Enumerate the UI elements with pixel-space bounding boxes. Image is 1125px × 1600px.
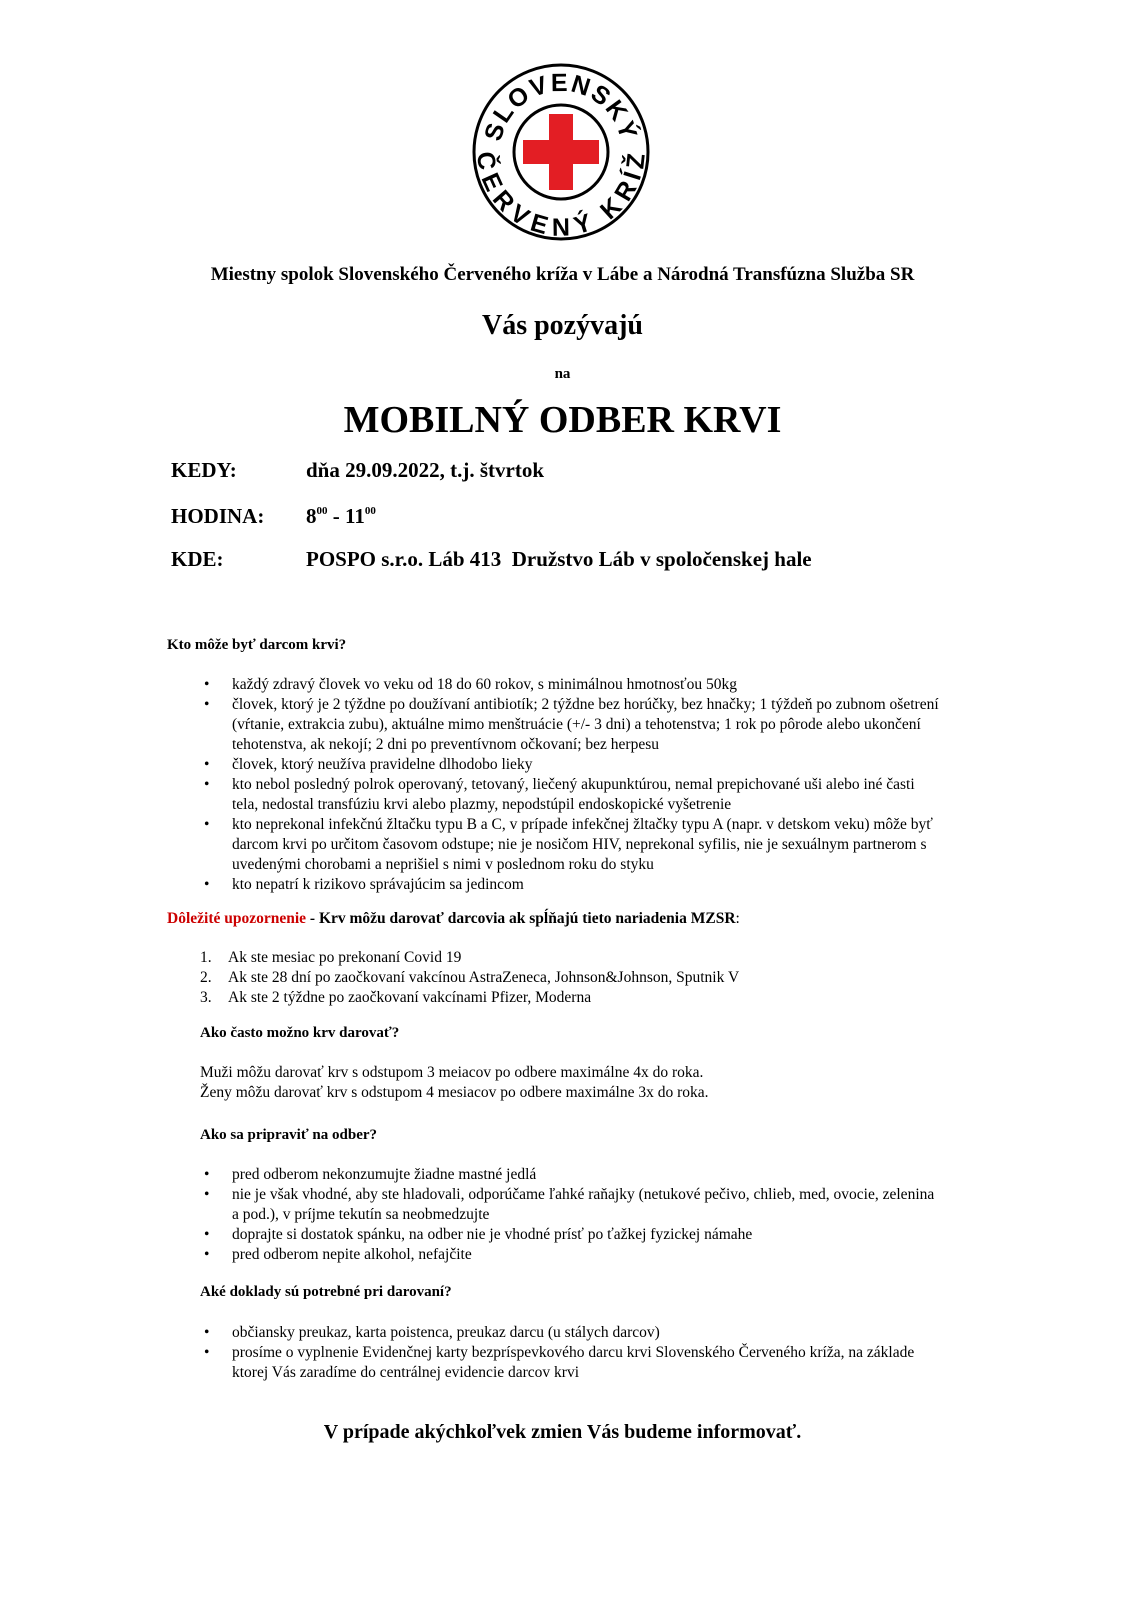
page-title: MOBILNÝ ODBER KRVI [343,399,782,441]
logo-bottom-text: ČERVENÝ KRÍŽ [471,150,651,242]
list-item: • človek, ktorý je 2 týždne po doužívaní antibiotík; 2 týždne bez horúčky, bez hnačky; 1 týždeň po zubnom ošetrení (vŕtanie, extrakcia zubu), aktuálne mimo menštruácie (+/- 3 dni) a tehotenstva; 1 rok po pôrode alebo ukončení tehotenstva, ak nekojí; 2 dni po preventívnom očkovaní; bez herpesu [204,696,939,753]
logo-top-text: SLOVENSKÝ [479,68,643,145]
time-label: HODINA: [171,504,265,528]
prepare-heading: Ako sa pripraviť na odber? [200,1127,378,1143]
list-item: • každý zdravý človek vo veku od 18 do 60 rokov, s minimálnou hmotnosťou 50kg [204,676,737,693]
list-item: 2. Ak ste 28 dní po zaočkovaní vakcínou AstraZeneca, Johnson&Johnson, Sputnik V [200,969,740,986]
list-item: • prosíme o vyplnenie Evidenčnej karty bezpríspevkového darcu krvi Slovenského Červeného kríža, na základe ktorej Vás zaradíme do centrálnej evidencie darcov krvi [204,1344,915,1381]
where-value: POSPO s.r.o. Láb 413 Družstvo Láb v spoločenskej hale [306,547,812,571]
prepare-list [204,1165,939,1265]
where-label: KDE: [171,547,224,571]
list-item: • kto neprekonal infekčnú žltačku typu B a C, v prípade infekčnej žltačky typu A (napr. v detskom veku) môže byť darcom krvi po určitom časovom odstupe; nie je nosičom HIV, neprekonal syfilis, nie je sexuálnym partnerom s uvedenými chorobami a neprišiel s nimi v poslednom roku do styku [204,816,933,873]
list-item: • kto nebol posledný polrok operovaný, tetovaný, liečený akupunktúrou, nemal prepichované uši alebo iné časti tela, nedostal transfúziu krvi alebo plazmy, nepodstúpil endoskopické vyšetrenie [204,776,915,813]
list-item: • doprajte si dostatok spánku, na odber nie je vhodné prísť po ťažkej fyzickej námahe [204,1226,753,1243]
time-value: $8^{00} - 11^{00}$ [306,504,376,528]
frequency-women: Ženy môžu darovať krv s odstupom 4 mesiacov po odbere maximálne 3x do roka. [200,1084,709,1101]
organizer-line: Miestny spolok Slovenského Červeného kríža v Lábe a Národná Transfúzna Služba SR [210,264,915,285]
red-cross-logo [471,62,651,242]
notice-list [200,948,940,1008]
notice-line: Dôležité upozornenie - Krv môžu darovať darcovia ak spĺňajú tieto nariadenia MZSR: [167,910,740,927]
notice-label: Dôležité upozornenie [167,910,307,927]
who-list [204,675,939,895]
footer-note: V prípade akýchkoľvek zmien Vás budeme informovať. [323,1421,802,1443]
documents-list [204,1323,939,1383]
documents-heading: Aké doklady sú potrebné pri darovaní? [200,1284,452,1300]
when-value: dňa 29.09.2022, t.j. štvrtok [306,458,545,482]
list-item: • pred odberom nepite alkohol, nefajčite [204,1246,472,1263]
list-item: 3. Ak ste 2 týždne po zaočkovaní vakcínami Pfizer, Moderna [200,989,592,1006]
list-item: • kto nepatrí k rizikovo správajúcim sa jedincom [204,876,524,893]
when-label: KEDY: [171,458,237,482]
who-heading: Kto môže byť darcom krvi? [167,637,347,653]
na-word: na [554,366,571,382]
list-item: • človek, ktorý neužíva pravidelne dlhodobo lieky [204,756,533,773]
invite-heading: Vás pozývajú [481,310,643,341]
cross-horizontal [523,140,599,164]
list-item: • občiansky preukaz, karta poistenca, preukaz darcu (u stálych darcov) [204,1324,660,1341]
frequency-heading: Ako často možno krv darovať? [200,1025,400,1041]
list-item: • nie je však vhodné, aby ste hladovali, odporúčame ľahké raňajky (netukové pečivo, chlieb, med, ovocie, zelenina a pod.), v príjme tekutín sa neobmedzujte [204,1186,935,1223]
list-item: 1. Ak ste mesiac po prekonaní Covid 19 [200,949,462,966]
list-item: • pred odberom nekonzumujte žiadne mastné jedlá [204,1166,537,1183]
frequency-men: Muži môžu darovať krv s odstupom 3 meiacov po odbere maximálne 4x do roka. [200,1064,704,1081]
